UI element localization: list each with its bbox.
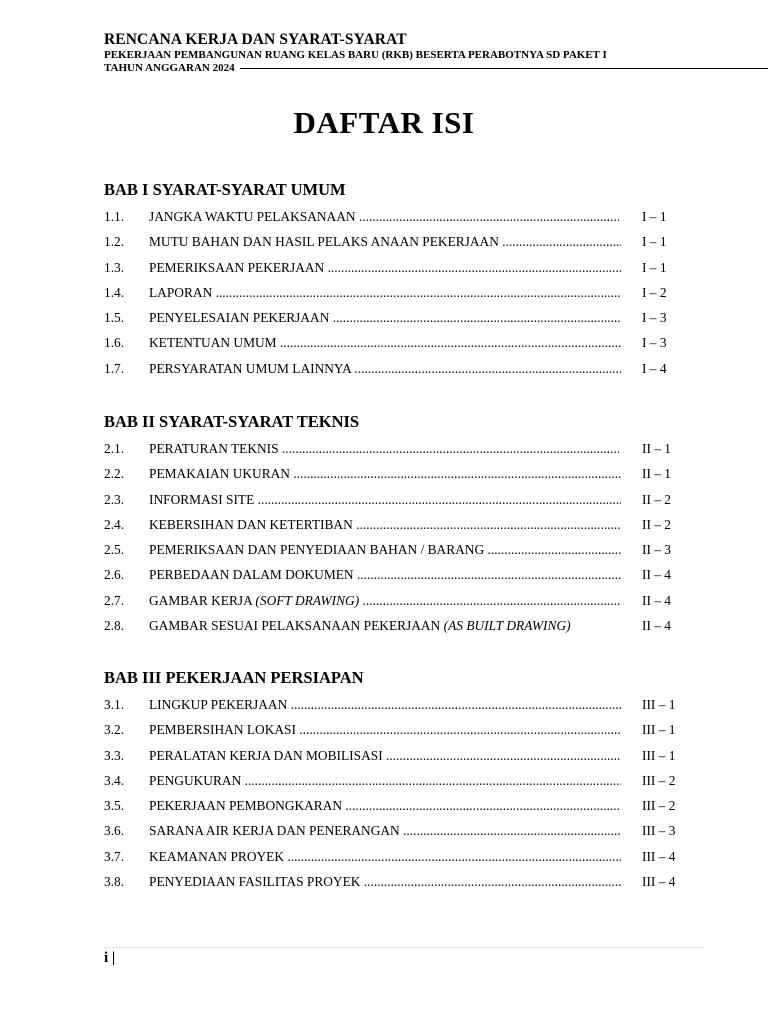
toc-entry-label-text: GAMBAR SESUAI PELAKSANAAN PEKERJAAN [149,618,441,634]
toc-entry-label-text: KEBERSIHAN DAN KETERTIBAN [149,516,353,532]
document-header [104,31,768,75]
toc-entry-label [149,567,621,583]
toc-entry [104,593,704,618]
toc-entry-page: I – 3 [642,310,667,326]
toc-entry-number: 1.6. [104,335,125,351]
section-title: BAB II SYARAT-SYARAT TEKNIS [104,412,360,431]
toc-entry [104,335,704,360]
toc-entry-number: 1.4. [104,284,125,300]
toc-entry-label [149,593,621,609]
toc-entry-page: II – 2 [642,516,672,532]
section-title: BAB I SYARAT-SYARAT UMUM [104,180,346,199]
toc-entry-label [149,234,621,250]
footer-divider [104,947,704,948]
toc-entry-number: 1.1. [104,209,125,224]
toc-entry-label-text: KEAMANAN PROYEK [149,848,285,864]
toc-list [104,441,704,643]
toc-entry-page: I – 1 [642,234,667,250]
toc-entry [104,209,704,234]
toc-entry-label [149,466,621,482]
toc-entry-number: 2.3. [104,491,125,507]
toc-entry-label [149,209,621,225]
toc-entry-number: 3.1. [104,697,125,712]
toc-entry-page: I – 2 [642,284,667,300]
toc-entry-page: I – 1 [642,259,667,275]
document-title-line: RENCANA KERJA DAN SYARAT-SYARAT [104,31,407,48]
toc-entry [104,542,704,567]
toc-entry-number: 1.7. [104,360,125,376]
toc-entry-number: 3.7. [104,848,125,864]
budget-year-line [104,62,768,75]
toc-entry-page: II – 2 [642,491,672,507]
toc-entry-label-text: SARANA AIR KERJA DAN PENERANGAN [149,823,400,839]
toc-entry-label-text: KETENTUAN UMUM [149,335,277,351]
toc-entry-number: 2.7. [104,592,125,608]
toc-entry-page: I – 3 [642,335,667,351]
toc-entry-page: I – 4 [642,360,667,376]
toc-entry-label-text: PENYEDIAAN FASILITAS PROYEK [149,874,361,890]
toc-entry [104,492,704,517]
toc-entry-page: III – 2 [642,798,676,814]
toc-entry-page: III – 4 [642,848,676,864]
project-name-line: PEKERJAAN PEMBANGUNAN RUANG KELAS BARU (RKB) BESERTA PERABOTNYA SD PAKET I [104,49,607,61]
budget-year-text: TAHUN ANGGARAN 2024 [104,62,235,74]
toc-entry-label [149,823,621,839]
toc-entry-label [149,773,621,789]
toc-entry [104,285,704,310]
toc-entry-label-text: PERALATAN KERJA DAN MOBILISASI [149,747,383,763]
toc-entry-label [149,441,621,457]
toc-entry [104,567,704,592]
toc-entry-label-text: PERSYARATAN UMUM LAINNYA [149,360,352,376]
toc-entry [104,618,704,643]
toc-entry-label [149,260,621,276]
toc-entry [104,874,704,899]
toc-entry-label [149,285,621,301]
toc-entry-page: III – 1 [642,697,676,712]
toc-entry-label-text: MUTU BAHAN DAN HASIL PELAKS ANAAN PEKERJAAN [149,234,499,250]
toc-entry-label [149,542,621,558]
toc-entry-number: 3.8. [104,874,125,890]
toc-entry [104,466,704,491]
toc-entry-label [149,517,621,533]
toc-entry [104,748,704,773]
toc-entry-page: II – 4 [642,592,672,608]
section-bab-1 [104,179,704,386]
toc-entry-label-text: JANGKA WAKTU PELAKSANAAN [149,209,356,224]
section-bab-2 [104,411,704,643]
toc-entry-label [149,722,621,738]
toc-entry-label-text: LAPORAN [149,284,213,300]
toc-entry-page: II – 4 [642,618,672,634]
toc-entry [104,260,704,285]
toc-list [104,697,704,899]
toc-entry-label-text: PEMERIKSAAN PEKERJAAN [149,259,325,275]
toc-entry-number: 3.6. [104,823,125,839]
toc-entry-number: 2.6. [104,567,125,583]
toc-entry-label [149,492,621,508]
toc-entry-label [149,310,621,326]
toc-entry-page: III – 2 [642,772,676,788]
toc-entry-number: 2.2. [104,466,125,482]
toc-entry-number: 2.8. [104,618,125,634]
toc-entry-label-text: PEMAKAIAN UKURAN [149,466,290,482]
toc-entry-page: II – 1 [642,466,672,482]
toc-entry-number: 2.1. [104,441,125,456]
toc-entry-label-text: PEMBERSIHAN LOKASI [149,722,296,738]
toc-entry-label [149,849,621,865]
toc-entry [104,798,704,823]
toc-entry [104,823,704,848]
page-number: i | [104,950,116,966]
toc-entry-label-text: PEMERIKSAAN DAN PENYEDIAAN BAHAN / BARANG [149,542,485,558]
toc-entry-label-text: GAMBAR KERJA [149,592,253,608]
toc-entry [104,722,704,747]
toc-entry-label [149,697,621,713]
toc-entry-label-text: PERBEDAAN DALAM DOKUMEN [149,567,354,583]
toc-entry [104,849,704,874]
toc-entry-page: II – 3 [642,542,672,558]
toc-entry-page: I – 1 [642,209,667,224]
toc-entry [104,361,704,386]
toc-entry [104,310,704,335]
toc-entry-number: 1.5. [104,310,125,326]
toc-entry-page: III – 4 [642,874,676,890]
toc-entry-page: II – 1 [642,441,672,456]
toc-entry-label-text: PEKERJAAN PEMBONGKARAN [149,798,343,814]
toc-entry-page: II – 4 [642,567,672,583]
toc-entry-label-italic: (AS BUILT DRAWING) [443,618,571,634]
toc-entry-label [149,361,621,377]
toc-entry-label-text: INFORMASI SITE [149,491,255,507]
toc-entry-label [149,748,621,764]
toc-entry-page: III – 1 [642,747,676,763]
section-bab-3 [104,667,704,899]
toc-entry-number: 3.4. [104,772,125,788]
toc-entry-number: 3.2. [104,722,125,738]
toc-entry [104,773,704,798]
section-title: BAB III PEKERJAAN PERSIAPAN [104,668,364,687]
page-title: DAFTAR ISI [293,105,475,140]
toc-entry-number: 1.2. [104,234,125,250]
toc-entry-page: III – 1 [642,722,676,738]
toc-entry-label-italic: (SOFT DRAWING) [255,592,360,608]
toc-entry [104,697,704,722]
toc-entry-number: 2.5. [104,542,125,558]
toc-list [104,209,704,386]
toc-entry-number: 3.3. [104,747,125,763]
toc-entry-number: 2.4. [104,516,125,532]
toc-entry-label-text: PENYELESAIAN PEKERJAAN [149,310,330,326]
toc-entry-label [149,335,621,351]
toc-entry-number: 3.5. [104,798,125,814]
toc-entry-label [149,798,621,814]
toc-entry-label [149,618,621,634]
toc-entry-number: 1.3. [104,259,125,275]
toc-entry-label-text: PERATURAN TEKNIS [149,441,279,456]
toc-entry [104,441,704,466]
header-rule [240,68,768,69]
toc-entry [104,234,704,259]
toc-entry [104,517,704,542]
toc-entry-label [149,874,621,890]
toc-entry-label-text: PENGUKURAN [149,772,242,788]
toc-entry-label-text: LINGKUP PEKERJAAN [149,697,288,712]
toc-entry-page: III – 3 [642,823,676,839]
